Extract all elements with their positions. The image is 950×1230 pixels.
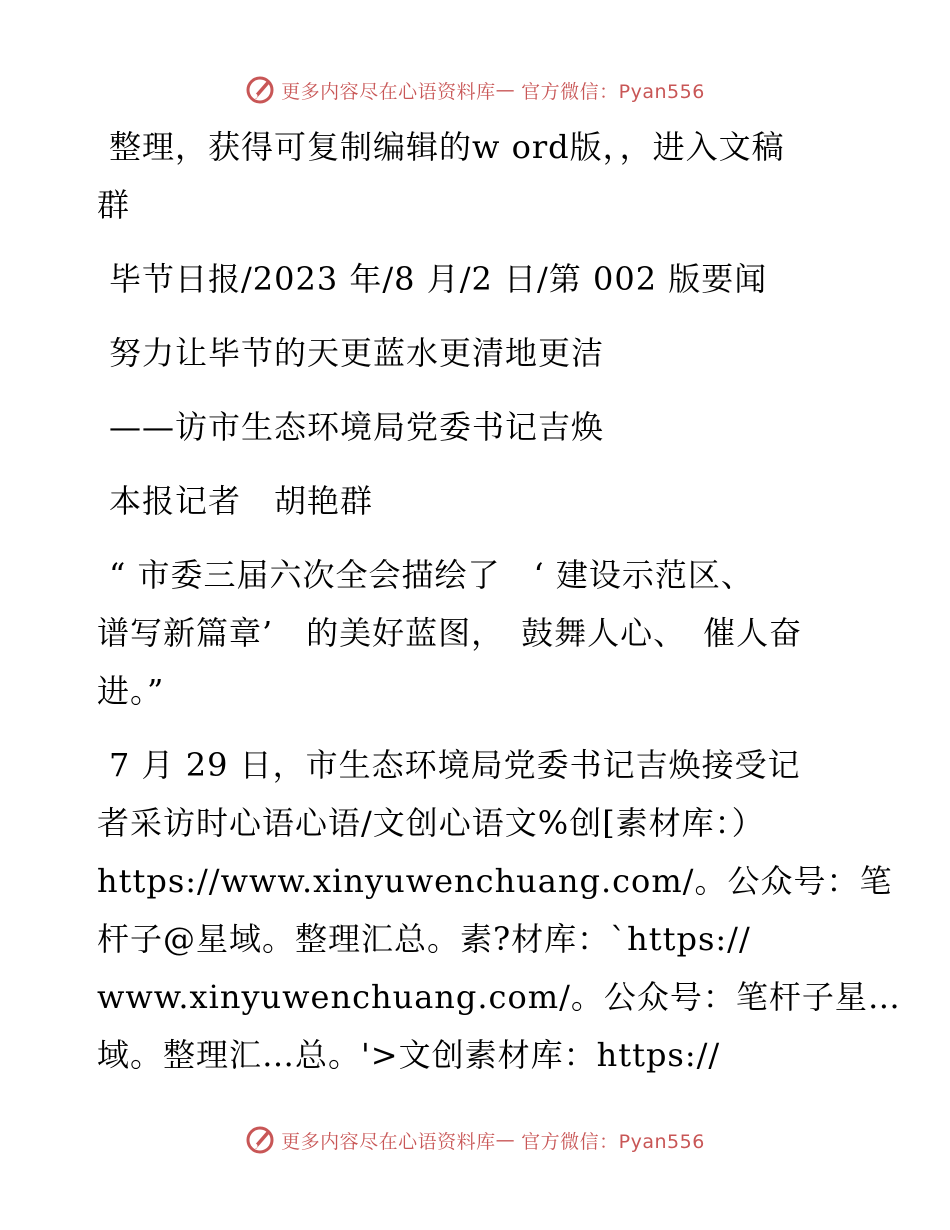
footer-banner (0, 1120, 950, 1160)
body-line: 7 月 29 日，市生态环境局党委书记吉焕接受记 (109, 746, 801, 784)
banner-separator: — (495, 1129, 516, 1151)
banner-wechat: 官方微信：Pyan556 (521, 80, 705, 103)
source-line: 毕节日报/2023 年/8 月/2 日/第 002 版要闻 (109, 260, 768, 298)
header-banner (0, 70, 950, 110)
byline: 本报记者 胡艳群 (109, 482, 374, 520)
body-line: https://www.xinyuwenchuang.com/。公众号：笔 (97, 862, 893, 900)
quill-logo-icon (245, 1125, 275, 1155)
intro-line: 整理，获得可复制编辑的w ord版，，进入文稿 (109, 128, 785, 166)
quill-logo-icon (245, 75, 275, 105)
subheadline: ——访市生态环境局党委书记吉焕 (109, 408, 605, 446)
body-line: 域。整理汇…总。'>文创素材库：https:// (97, 1036, 721, 1074)
banner-wechat: 官方微信：Pyan556 (521, 1130, 705, 1153)
quote-line: 谱写新篇章’ 的美好蓝图， 鼓舞人心、 催人奋 (97, 614, 803, 652)
quote-line: 进。” (97, 672, 165, 710)
quote-line: “ 市委三届六次全会描绘了 ‘ 建设示范区、 (109, 556, 754, 594)
intro-line: 群 (97, 186, 131, 224)
body-line: www.xinyuwenchuang.com/。公众号：笔杆子星… (97, 978, 901, 1016)
headline: 努力让毕节的天更蓝水更清地更洁 (109, 334, 605, 372)
banner-text: 更多内容尽在心语资料库 (281, 1130, 496, 1153)
body-line: 杆子@星域。整理汇总。素?材库：`https:// (97, 920, 751, 958)
banner-separator: — (495, 79, 516, 101)
document-body (97, 118, 901, 1084)
banner-text: 更多内容尽在心语资料库 (281, 80, 496, 103)
body-line: 者采访时心语心语/文创心语文%创[素材库：） (97, 804, 765, 842)
